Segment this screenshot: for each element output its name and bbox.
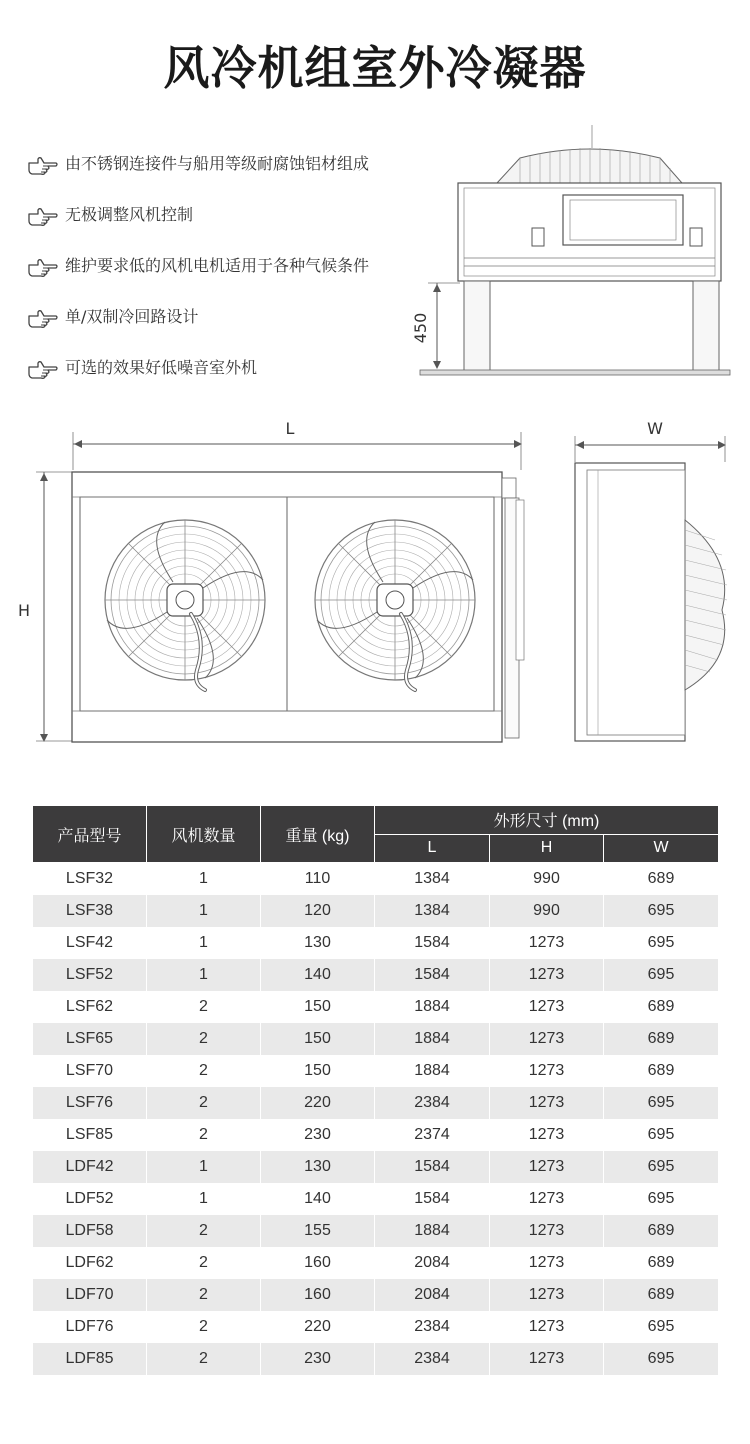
cell-h: 1273 [490,1119,604,1151]
cell-fans: 1 [147,927,261,959]
cell-l: 2384 [375,1343,490,1375]
cell-l: 1584 [375,1151,490,1183]
cell-fans: 2 [147,1023,261,1055]
cell-weight: 230 [261,1119,375,1151]
cell-l: 2384 [375,1087,490,1119]
cell-model: LSF70 [33,1055,147,1087]
cell-fans: 2 [147,1343,261,1375]
cell-w: 695 [604,1343,719,1375]
cell-l: 1884 [375,1215,490,1247]
header-dimensions: 外形尺寸 (mm) [375,806,719,835]
cell-l: 1884 [375,991,490,1023]
cell-weight: 140 [261,1183,375,1215]
cell-w: 695 [604,1119,719,1151]
cell-model: LSF62 [33,991,147,1023]
page-title: 风冷机组室外冷凝器 [163,41,587,95]
height-dimension-label: H [17,601,31,620]
cell-l: 2084 [375,1247,490,1279]
table-row [33,1119,719,1151]
cell-weight: 150 [261,991,375,1023]
cell-fans: 2 [147,991,261,1023]
cell-l: 1884 [375,1055,490,1087]
table-row [33,1247,719,1279]
cell-fans: 2 [147,1119,261,1151]
cell-model: LSF52 [33,959,147,991]
cell-h: 1273 [490,927,604,959]
cell-l: 2384 [375,1311,490,1343]
header-length: L [375,834,490,863]
feature-text: 单/双制冷回路设计 [65,307,199,326]
cell-h: 1273 [490,1183,604,1215]
cell-w: 689 [604,1215,719,1247]
feature-text: 无极调整风机控制 [65,205,194,224]
header-height: H [490,834,604,863]
cell-model: LDF42 [33,1151,147,1183]
side-view-width [575,419,727,741]
cell-l: 1384 [375,863,490,896]
spec-table [32,805,719,1375]
table-row [33,863,719,896]
cell-model: LDF85 [33,1343,147,1375]
feature-text: 维护要求低的风机电机适用于各种气候条件 [65,256,370,275]
header-model: 产品型号 [33,806,147,863]
cell-weight: 140 [261,959,375,991]
cell-fans: 2 [147,1279,261,1311]
cell-model: LDF76 [33,1311,147,1343]
cell-model: LSF32 [33,863,147,896]
cell-model: LDF70 [33,1279,147,1311]
length-dimension-label: L [285,419,295,438]
cell-h: 1273 [490,1215,604,1247]
table-row [33,895,719,927]
table-row [33,1151,719,1183]
cell-weight: 155 [261,1215,375,1247]
cell-w: 695 [604,959,719,991]
height-450-label: 450 [411,312,430,344]
cell-l: 1584 [375,1183,490,1215]
cell-fans: 1 [147,1183,261,1215]
cell-weight: 150 [261,1023,375,1055]
side-elevation-view [411,125,730,375]
table-row [33,927,719,959]
cell-fans: 2 [147,1311,261,1343]
cell-h: 1273 [490,991,604,1023]
table-row [33,1183,719,1215]
cell-fans: 1 [147,1151,261,1183]
cell-fans: 1 [147,895,261,927]
cell-l: 2084 [375,1279,490,1311]
table-row [33,991,719,1023]
cell-h: 990 [490,895,604,927]
cell-weight: 110 [261,863,375,896]
feature-text: 可选的效果好低噪音室外机 [65,358,258,377]
cell-model: LSF76 [33,1087,147,1119]
cell-w: 689 [604,1279,719,1311]
table-row [33,1215,719,1247]
cell-h: 1273 [490,1055,604,1087]
table-row [33,1343,719,1375]
cell-h: 990 [490,863,604,896]
cell-weight: 130 [261,927,375,959]
table-row [33,1023,719,1055]
cell-fans: 1 [147,863,261,896]
spec-table-body [33,863,719,1376]
cell-h: 1273 [490,1343,604,1375]
cell-h: 1273 [490,1279,604,1311]
cell-model: LDF52 [33,1183,147,1215]
cell-fans: 2 [147,1247,261,1279]
cell-w: 689 [604,991,719,1023]
cell-model: LSF38 [33,895,147,927]
cell-w: 689 [604,1055,719,1087]
cell-h: 1273 [490,1151,604,1183]
cell-weight: 120 [261,895,375,927]
cell-fans: 2 [147,1215,261,1247]
cell-w: 695 [604,1183,719,1215]
header-fan-count: 风机数量 [147,806,261,863]
cell-h: 1273 [490,1247,604,1279]
cell-weight: 160 [261,1247,375,1279]
cell-weight: 160 [261,1279,375,1311]
cell-weight: 220 [261,1087,375,1119]
cell-w: 695 [604,1087,719,1119]
table-row [33,1311,719,1343]
cell-l: 1384 [375,895,490,927]
header-width: W [604,834,719,863]
cell-w: 689 [604,863,719,896]
cell-l: 1884 [375,1023,490,1055]
cell-model: LSF42 [33,927,147,959]
cell-w: 695 [604,1151,719,1183]
cell-fans: 2 [147,1087,261,1119]
cell-h: 1273 [490,1087,604,1119]
cell-l: 2374 [375,1119,490,1151]
table-row [33,1055,719,1087]
front-elevation-view [18,419,524,742]
cell-l: 1584 [375,959,490,991]
table-row [33,959,719,991]
cell-fans: 2 [147,1055,261,1087]
cell-fans: 1 [147,959,261,991]
cell-model: LDF62 [33,1247,147,1279]
cell-h: 1273 [490,959,604,991]
cell-w: 695 [604,895,719,927]
header-weight: 重量 (kg) [261,806,375,863]
cell-model: LSF65 [33,1023,147,1055]
cell-w: 689 [604,1023,719,1055]
cell-model: LSF85 [33,1119,147,1151]
cell-h: 1273 [490,1311,604,1343]
cell-w: 695 [604,1311,719,1343]
cell-weight: 130 [261,1151,375,1183]
cell-w: 689 [604,1247,719,1279]
cell-model: LDF58 [33,1215,147,1247]
table-row [33,1279,719,1311]
cell-w: 695 [604,927,719,959]
cell-weight: 230 [261,1343,375,1375]
width-dimension-label: W [647,419,663,438]
feature-text: 由不锈钢连接件与船用等级耐腐蚀铝材组成 [65,154,370,173]
cell-weight: 150 [261,1055,375,1087]
cell-h: 1273 [490,1023,604,1055]
cell-weight: 220 [261,1311,375,1343]
table-row [33,1087,719,1119]
cell-l: 1584 [375,927,490,959]
